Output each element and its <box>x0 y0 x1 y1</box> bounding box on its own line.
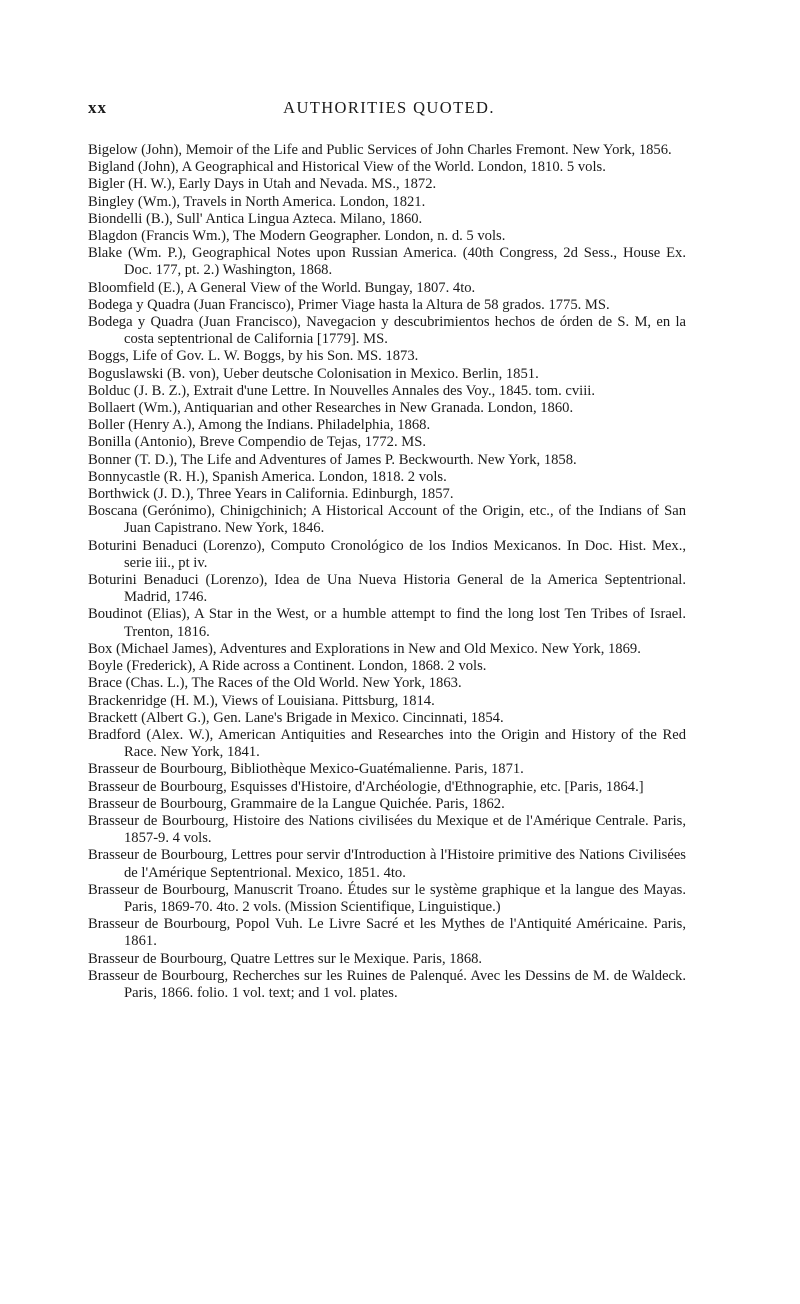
bibliography-entry: Boscana (Gerónimo), Chinigchinich; A Historical Account of the Origin, etc., of the Indians of San Juan Capistrano. New York, 1846. <box>88 503 686 537</box>
bibliography-entry: Borthwick (J. D.), Three Years in California. Edinburgh, 1857. <box>88 486 454 503</box>
page-number: xx <box>88 98 107 117</box>
bibliography-entry: Brace (Chas. L.), The Races of the Old World. New York, 1863. <box>88 675 462 692</box>
bibliography-list <box>88 142 686 1002</box>
bibliography-entry: Bonilla (Antonio), Breve Compendio de Tejas, 1772. MS. <box>88 434 426 451</box>
bibliography-entry: Boturini Benaduci (Lorenzo), Idea de Una Nueva Historia General de la America Septentrional. Madrid, 1746. <box>88 572 686 606</box>
bibliography-entry: Boggs, Life of Gov. L. W. Boggs, by his Son. MS. 1873. <box>88 348 419 365</box>
bibliography-entry: Bradford (Alex. W.), American Antiquities and Researches into the Origin and History of the Red Race. New York, 1841. <box>88 726 686 761</box>
bibliography-entry: Bolduc (J. B. Z.), Extrait d'une Lettre. In Nouvelles Annales des Voy., 1845. tom. cviii. <box>88 382 595 399</box>
page-header <box>88 98 690 122</box>
bibliography-entry: Bigler (H. W.), Early Days in Utah and Nevada. MS., 1872. <box>88 176 437 193</box>
bibliography-entry: Brasseur de Bourbourg, Grammaire de la Langue Quichée. Paris, 1862. <box>88 795 505 812</box>
bibliography-entry: Box (Michael James), Adventures and Explorations in New and Old Mexico. New York, 1869. <box>88 640 641 657</box>
bibliography-entry: Brasseur de Bourbourg, Esquisses d'Histoire, d'Archéologie, d'Ethnographie, etc. [Paris, 1864.] <box>88 778 644 795</box>
bibliography-entry: Boturini Benaduci (Lorenzo), Computo Cronológico de los Indios Mexicanos. In Doc. Hist. Mex., serie iii., pt iv. <box>88 537 686 571</box>
bibliography-entry: Brackett (Albert G.), Gen. Lane's Brigade in Mexico. Cincinnati, 1854. <box>88 709 504 726</box>
bibliography-entry: Boller (Henry A.), Among the Indians. Philadelphia, 1868. <box>88 417 431 434</box>
bibliography-entry: Brasseur de Bourbourg, Bibliothèque Mexico-Guatémalienne. Paris, 1871. <box>88 761 524 778</box>
bibliography-entry: Boguslawski (B. von), Ueber deutsche Colonisation in Mexico. Berlin, 1851. <box>88 365 539 382</box>
bibliography-entry: Brasseur de Bourbourg, Histoire des Nations civilisées du Mexique et de l'Amérique Centrale. Paris, 1857-9. 4 vols. <box>88 812 686 847</box>
running-title: AUTHORITIES QUOTED. <box>283 98 495 117</box>
bibliography-entry: Bonner (T. D.), The Life and Adventures of James P. Beckwourth. New York, 1858. <box>88 451 577 468</box>
bibliography-entry: Brasseur de Bourbourg, Lettres pour servir d'Introduction à l'Histoire primitive des Nations Civilisées de l'Amérique Septentrional. Mexico, 1851. 4to. <box>88 847 686 881</box>
bibliography-entry: Biondelli (B.), Sull' Antica Lingua Azteca. Milano, 1860. <box>88 210 423 227</box>
bibliography-entry: Blake (Wm. P.), Geographical Notes upon Russian America. (40th Congress, 2d Sess., House Ex. Doc. 177, pt. 2.) Washington, 1868. <box>88 245 686 279</box>
bibliography-entry: Brasseur de Bourbourg, Popol Vuh. Le Livre Sacré et les Mythes de l'Antiquité Américaine. Paris, 1861. <box>88 916 686 950</box>
bibliography-entry: Brackenridge (H. M.), Views of Louisiana. Pittsburg, 1814. <box>88 692 435 709</box>
bibliography-entry: Bigelow (John), Memoir of the Life and Public Services of John Charles Fremont. New York, 1856. <box>88 142 672 158</box>
bibliography-entry: Boyle (Frederick), A Ride across a Continent. London, 1868. 2 vols. <box>88 658 487 675</box>
bibliography-entry: Bollaert (Wm.), Antiquarian and other Researches in New Granada. London, 1860. <box>88 400 574 417</box>
bibliography-entry: Bingley (Wm.), Travels in North America. London, 1821. <box>88 193 426 210</box>
bibliography-entry: Brasseur de Bourbourg, Recherches sur les Ruines de Palenqué. Avec les Dessins de M. de Waldeck. Paris, 1866. folio. 1 vol. text; and 1 vol. plates. <box>88 967 686 1001</box>
bibliography-entry: Bigland (John), A Geographical and Historical View of the World. London, 1810. 5 vols. <box>88 159 606 176</box>
bibliography-entry: Boudinot (Elias), A Star in the West, or a humble attempt to find the long lost Ten Tribes of Israel. Trenton, 1816. <box>88 606 686 640</box>
bibliography-entry: Bloomfield (E.), A General View of the World. Bungay, 1807. 4to. <box>88 279 476 296</box>
bibliography-entry: Blagdon (Francis Wm.), The Modern Geographer. London, n. d. 5 vols. <box>88 228 506 245</box>
bibliography-entry: Brasseur de Bourbourg, Quatre Lettres sur le Mexique. Paris, 1868. <box>88 950 483 967</box>
bibliography-entry: Brasseur de Bourbourg, Manuscrit Troano. Études sur le système graphique et la langue des Mayas. Paris, 1869-70. 4to. 2 vols. (Mission Scientifique, Linguistique.) <box>88 881 686 915</box>
bibliography-entry: Bodega y Quadra (Juan Francisco), Primer Viage hasta la Altura de 58 grados. 1775. MS. <box>88 296 610 313</box>
bibliography-entry: Bonnycastle (R. H.), Spanish America. London, 1818. 2 vols. <box>88 468 447 485</box>
bibliography-entry: Bodega y Quadra (Juan Francisco), Navegacion y descubrimientos hechos de órden de S. M, en la costa septentrional de California [1779]. MS. <box>88 314 686 348</box>
